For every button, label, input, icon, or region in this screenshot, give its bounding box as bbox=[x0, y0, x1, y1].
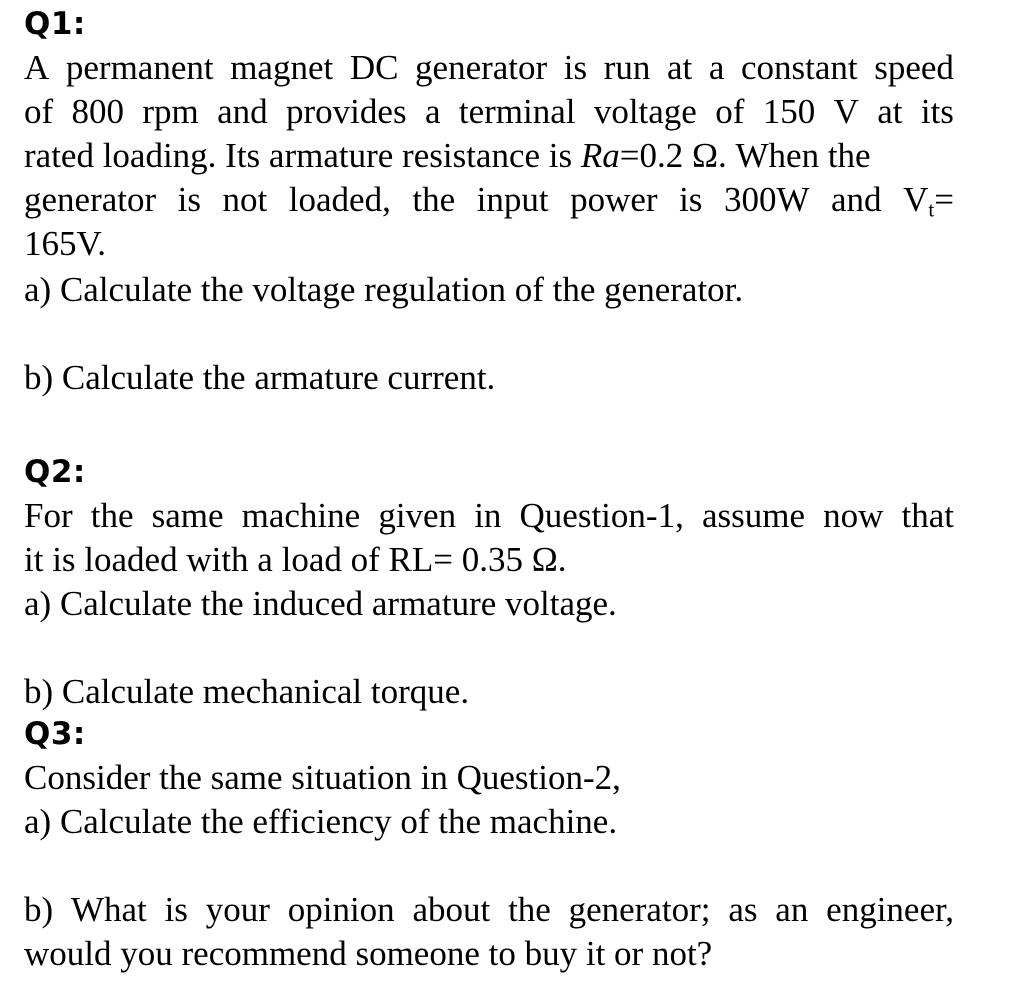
ra-symbol: Ra bbox=[580, 136, 620, 175]
q3-part-a: a) Calculate the efficiency of the machine. bbox=[24, 802, 618, 841]
q1-part-b: b) Calculate the armature current. bbox=[24, 358, 496, 397]
q2-heading: Q2: bbox=[24, 454, 86, 490]
q2-part-a: a) Calculate the induced armature voltage. bbox=[24, 584, 617, 623]
q1-part-a: a) Calculate the voltage regulation of the generator. bbox=[24, 270, 744, 309]
q2-line-2: it is loaded with a load of RL= 0.35 Ω. bbox=[24, 540, 567, 579]
q1-para-line-1: A permanent magnet DC generator is run at a constant speed bbox=[24, 48, 954, 87]
vt-symbol: $V_t=$ bbox=[903, 180, 954, 222]
q1-para-line-4: generator is not loaded, the input power is 300W and $V_t=$ bbox=[24, 180, 954, 222]
q2-part-b: b) Calculate mechanical torque. bbox=[24, 672, 470, 711]
spacer bbox=[24, 626, 954, 670]
document bbox=[24, 0, 954, 976]
q3-part-b-line-2: would you recommend someone to buy it or not? bbox=[24, 934, 713, 973]
q3-part-b-line-1: b) What is your opinion about the generator; as an engineer, bbox=[24, 890, 954, 929]
spacer bbox=[24, 312, 954, 356]
q3-line-1: Consider the same situation in Question-2, bbox=[24, 758, 621, 797]
spacer bbox=[24, 844, 954, 888]
q1-para-line-5: 165V. bbox=[24, 224, 107, 263]
q2-line-1: For the same machine given in Question-1, assume now that bbox=[24, 496, 954, 535]
q1-heading: Q1: bbox=[24, 6, 86, 42]
q1-para-line-3: rated loading. Its armature resistance is Ra=0.2 Ω. When the bbox=[24, 136, 871, 175]
spacer bbox=[24, 400, 954, 444]
q3-heading: Q3: bbox=[24, 716, 86, 752]
q1-para-line-2: of 800 rpm and provides a terminal voltage of 150 V at its bbox=[24, 92, 954, 131]
